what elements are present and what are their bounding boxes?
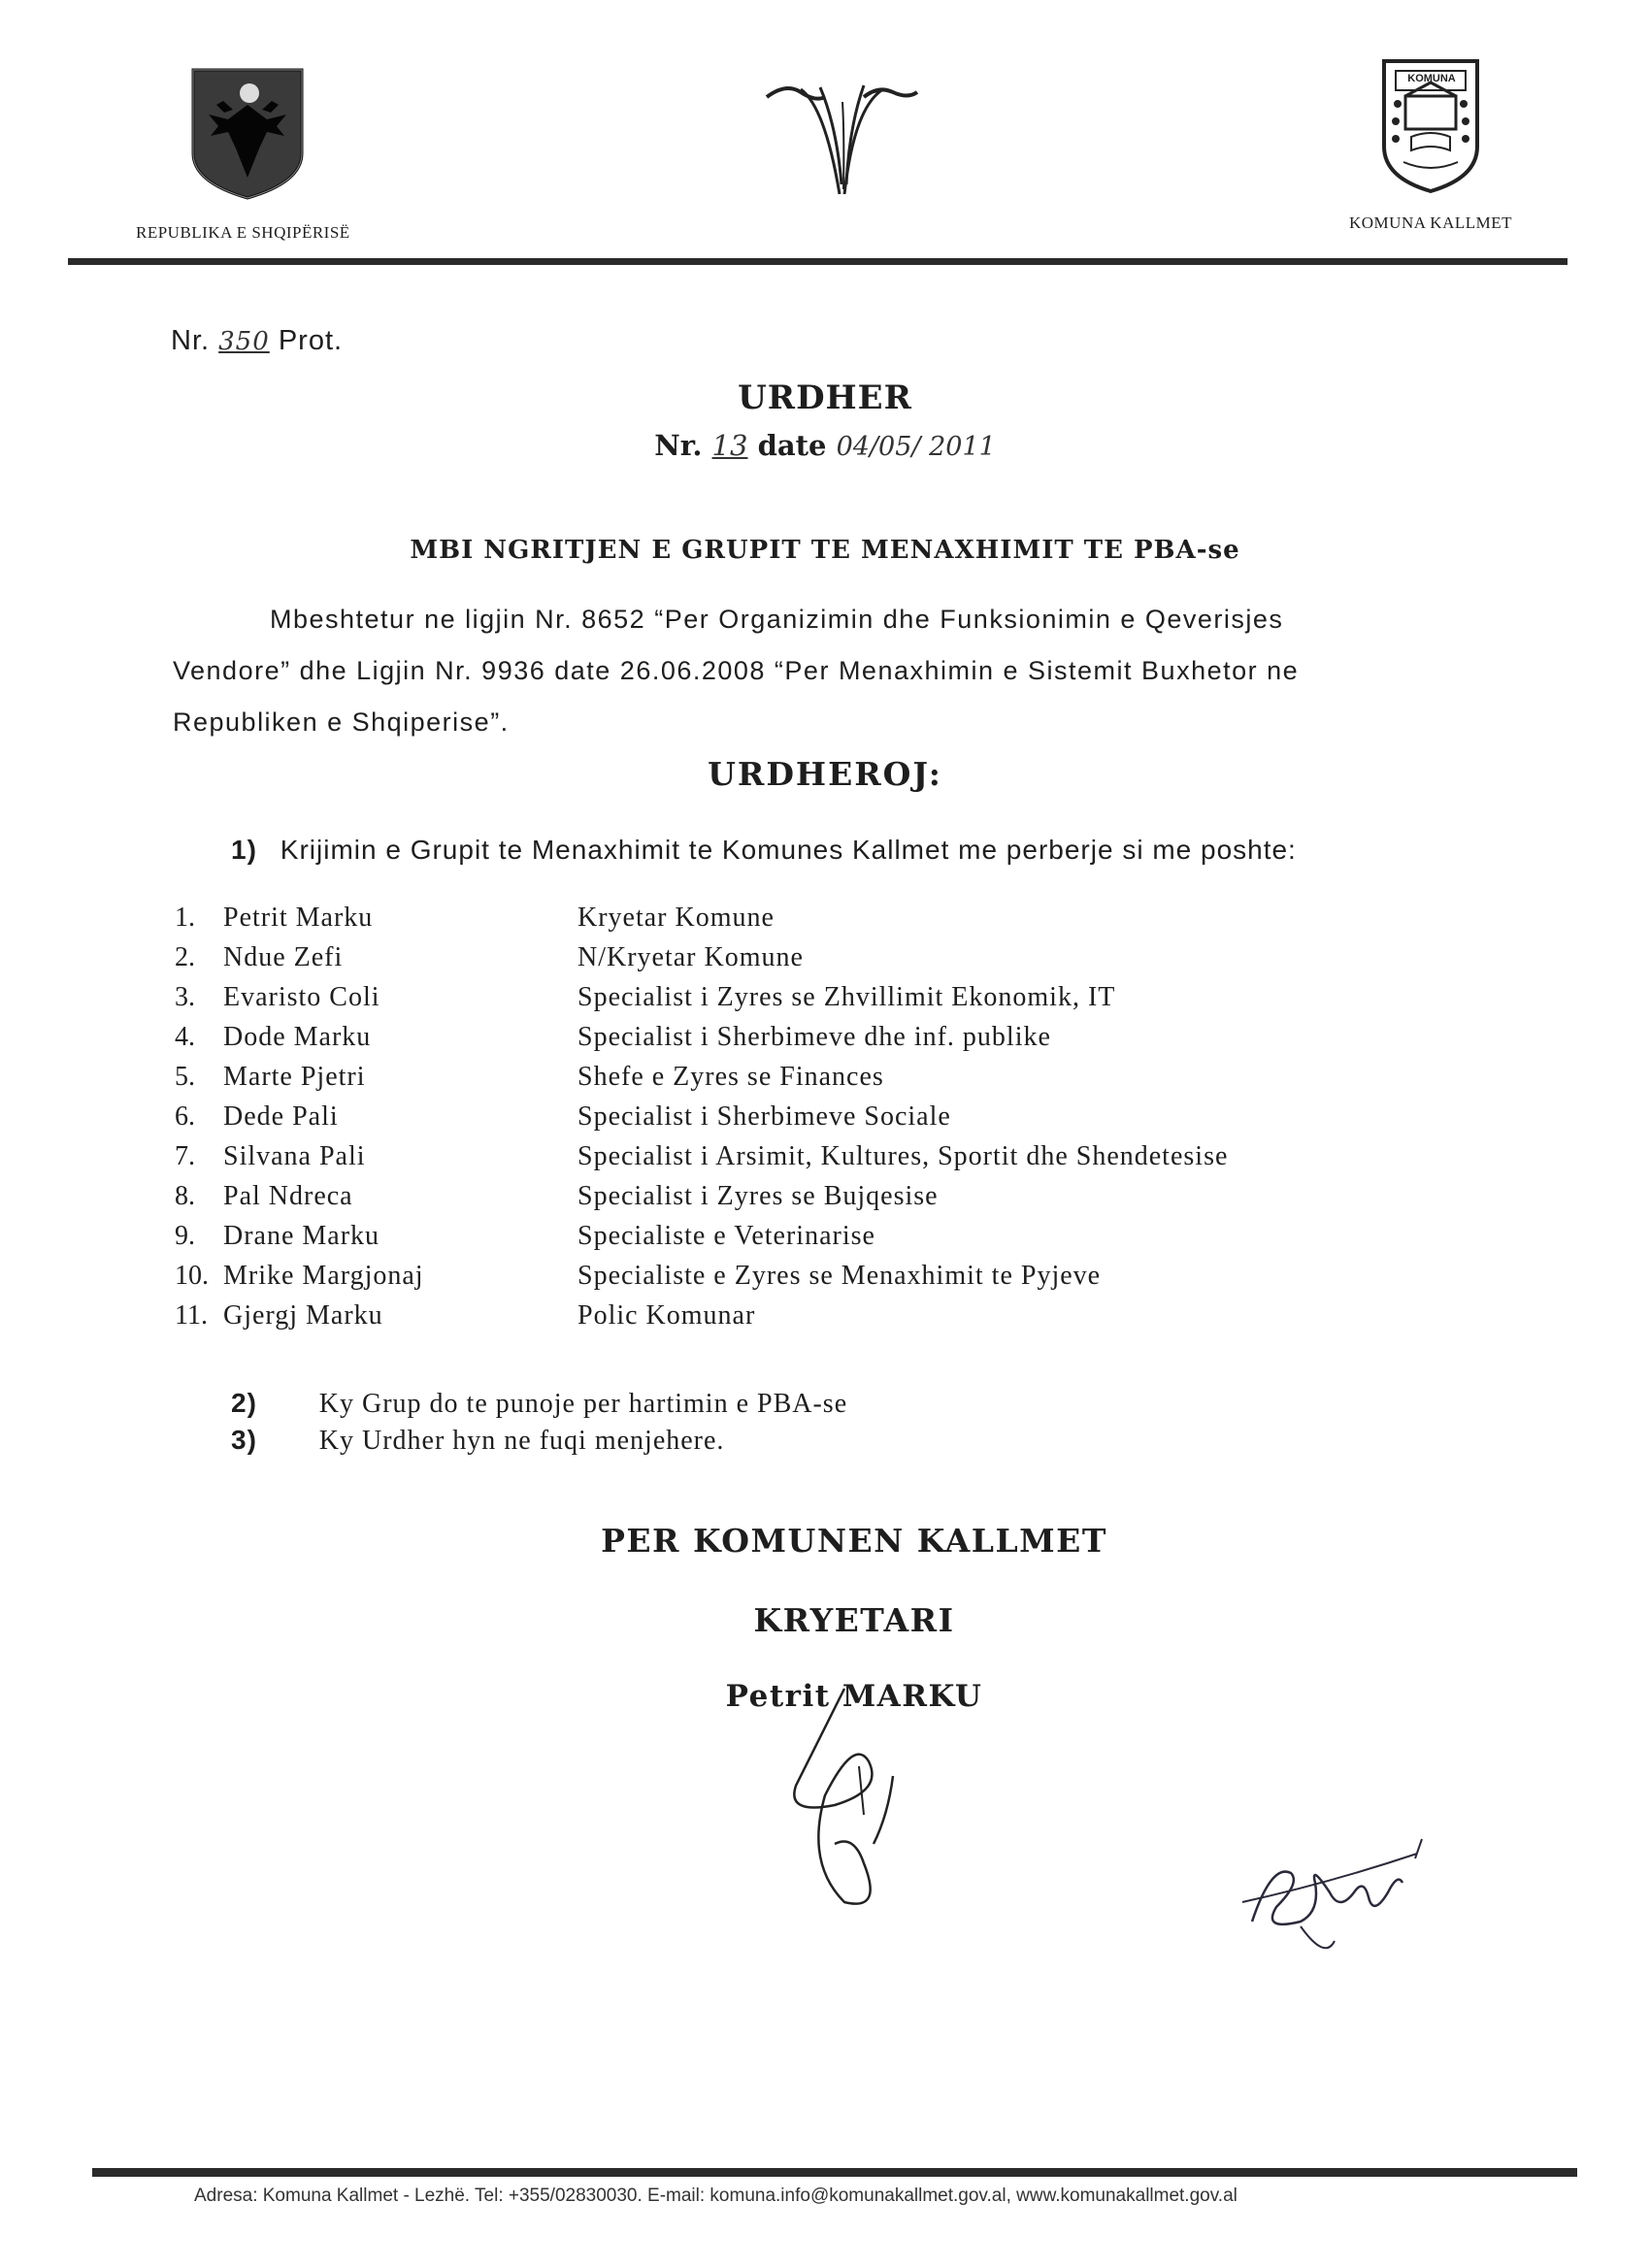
- member-name: Evaristo Coli: [223, 982, 380, 1012]
- member-row: [175, 1062, 1534, 1101]
- order-number: 13: [711, 429, 748, 462]
- order-date-label: date: [757, 429, 827, 462]
- point-text: Ky Urdher hyn ne fuqi menjehere.: [318, 1426, 725, 1456]
- protocol-prefix: Nr.: [171, 325, 211, 356]
- protocol-line: [171, 325, 343, 357]
- member-row: [175, 1300, 1534, 1340]
- member-name: Pal Ndreca: [223, 1181, 353, 1211]
- member-role: Kryetar Komune: [578, 903, 775, 933]
- member-row: [175, 1181, 1534, 1221]
- member-role: Shefe e Zyres se Finances: [578, 1062, 884, 1092]
- republic-label: REPUBLIKA E SHQIPËRISË: [136, 223, 350, 242]
- member-name: Silvana Pali: [223, 1141, 366, 1171]
- signature-name: Petrit MARKU: [725, 1679, 983, 1714]
- point-3: [231, 1425, 724, 1457]
- member-name: Marte Pjetri: [223, 1062, 366, 1092]
- member-role: Polic Komunar: [578, 1300, 756, 1331]
- member-name: Petrit Marku: [223, 903, 374, 933]
- member-name: Ndue Zefi: [223, 942, 344, 972]
- member-index: 3.: [175, 982, 195, 1012]
- mayor-handwritten-signature: [776, 1669, 932, 1925]
- point-2: [231, 1388, 847, 1420]
- member-role: Specialiste e Veterinarise: [578, 1221, 875, 1251]
- protocol-suffix: Prot.: [278, 325, 344, 356]
- decree-heading: URDHEROJ:: [708, 755, 942, 793]
- point-text: Krijimin e Grupit te Menaxhimit te Komunes Kallmet me perberje si me poshte:: [280, 835, 1297, 865]
- member-name: Gjergj Marku: [223, 1300, 383, 1331]
- member-role: N/Kryetar Komune: [578, 942, 804, 972]
- footer-divider: [92, 2168, 1577, 2177]
- document-subject: MBI NGRITJEN E GRUPIT TE MENAXHIMIT TE PBA-se: [410, 536, 1240, 565]
- member-row: [175, 1101, 1534, 1141]
- member-index: 6.: [175, 1101, 195, 1132]
- komuna-label: KOMUNA KALLMET: [1349, 214, 1513, 232]
- member-role: Specialist i Sherbimeve dhe inf. publike: [578, 1022, 1051, 1052]
- member-index: 10.: [175, 1261, 209, 1291]
- albania-coat-of-arms: [189, 66, 306, 206]
- komuna-emblem: [1376, 53, 1485, 199]
- member-role: Specialist i Sherbimeve Sociale: [578, 1101, 951, 1132]
- witness-handwritten-signature: [1233, 1824, 1436, 1974]
- emblem-text: KOMUNA: [1407, 73, 1456, 84]
- point-number: 1): [231, 835, 257, 865]
- point-number: 3): [231, 1425, 257, 1455]
- document-title: URDHER: [738, 378, 912, 417]
- member-role: Specialiste e Zyres se Menaxhimit te Pyjeve: [578, 1261, 1102, 1291]
- order-number-prefix: Nr.: [654, 429, 703, 462]
- preamble-line: Vendore” dhe Ligjin Nr. 9936 date 26.06.2008 “Per Menaxhimin e Sistemit Buxhetor ne: [173, 656, 1300, 685]
- member-name: Drane Marku: [223, 1221, 380, 1251]
- member-index: 2.: [175, 942, 195, 972]
- member-name: Dode Marku: [223, 1022, 372, 1052]
- member-row: [175, 942, 1534, 982]
- member-index: 7.: [175, 1141, 195, 1171]
- member-role: Specialist i Zyres se Zhvillimit Ekonomik, IT: [578, 982, 1116, 1012]
- signature-for-line: PER KOMUNEN KALLMET: [601, 1522, 1107, 1560]
- point-number: 2): [231, 1388, 257, 1418]
- order-number-line: [0, 429, 1650, 462]
- member-name: Mrike Margjonaj: [223, 1261, 424, 1291]
- member-index: 9.: [175, 1221, 195, 1251]
- protocol-number: 350: [218, 327, 270, 356]
- point-text: Ky Grup do te punoje per hartimin e PBA-se: [318, 1389, 848, 1419]
- members-list: [175, 903, 1534, 1340]
- member-role: Specialist i Arsimit, Kultures, Sportit dhe Shendetesise: [578, 1141, 1229, 1171]
- member-index: 8.: [175, 1181, 195, 1211]
- member-index: 5.: [175, 1062, 195, 1092]
- point-1: [231, 835, 1297, 866]
- member-role: Specialist i Zyres se Bujqesise: [578, 1181, 939, 1211]
- member-index: 1.: [175, 903, 195, 933]
- member-row: [175, 1221, 1534, 1261]
- member-index: 4.: [175, 1022, 195, 1052]
- preamble-line: Mbeshtetur ne ligjin Nr. 8652 “Per Organizimin dhe Funksionimin e Qeverisjes: [270, 605, 1284, 634]
- member-row: [175, 1141, 1534, 1181]
- member-index: 11.: [175, 1300, 208, 1331]
- member-row: [175, 982, 1534, 1022]
- member-row: [175, 1261, 1534, 1300]
- signature-position: KRYETARI: [753, 1601, 955, 1639]
- member-row: [175, 1022, 1534, 1062]
- center-logo: [757, 68, 927, 208]
- member-row: [175, 903, 1534, 942]
- footer-address: Adresa: Komuna Kallmet - Lezhë. Tel: +355/02830030. E-mail: komuna.info@komunakallmet.gov.al, www.komunakallmet.gov.al: [194, 2186, 1238, 2206]
- preamble: [173, 594, 1522, 748]
- member-name: Dede Pali: [223, 1101, 339, 1132]
- header-divider: [68, 258, 1568, 265]
- order-date: 04/05/ 2011: [836, 432, 996, 462]
- preamble-line: Republiken e Shqiperise”.: [173, 707, 510, 737]
